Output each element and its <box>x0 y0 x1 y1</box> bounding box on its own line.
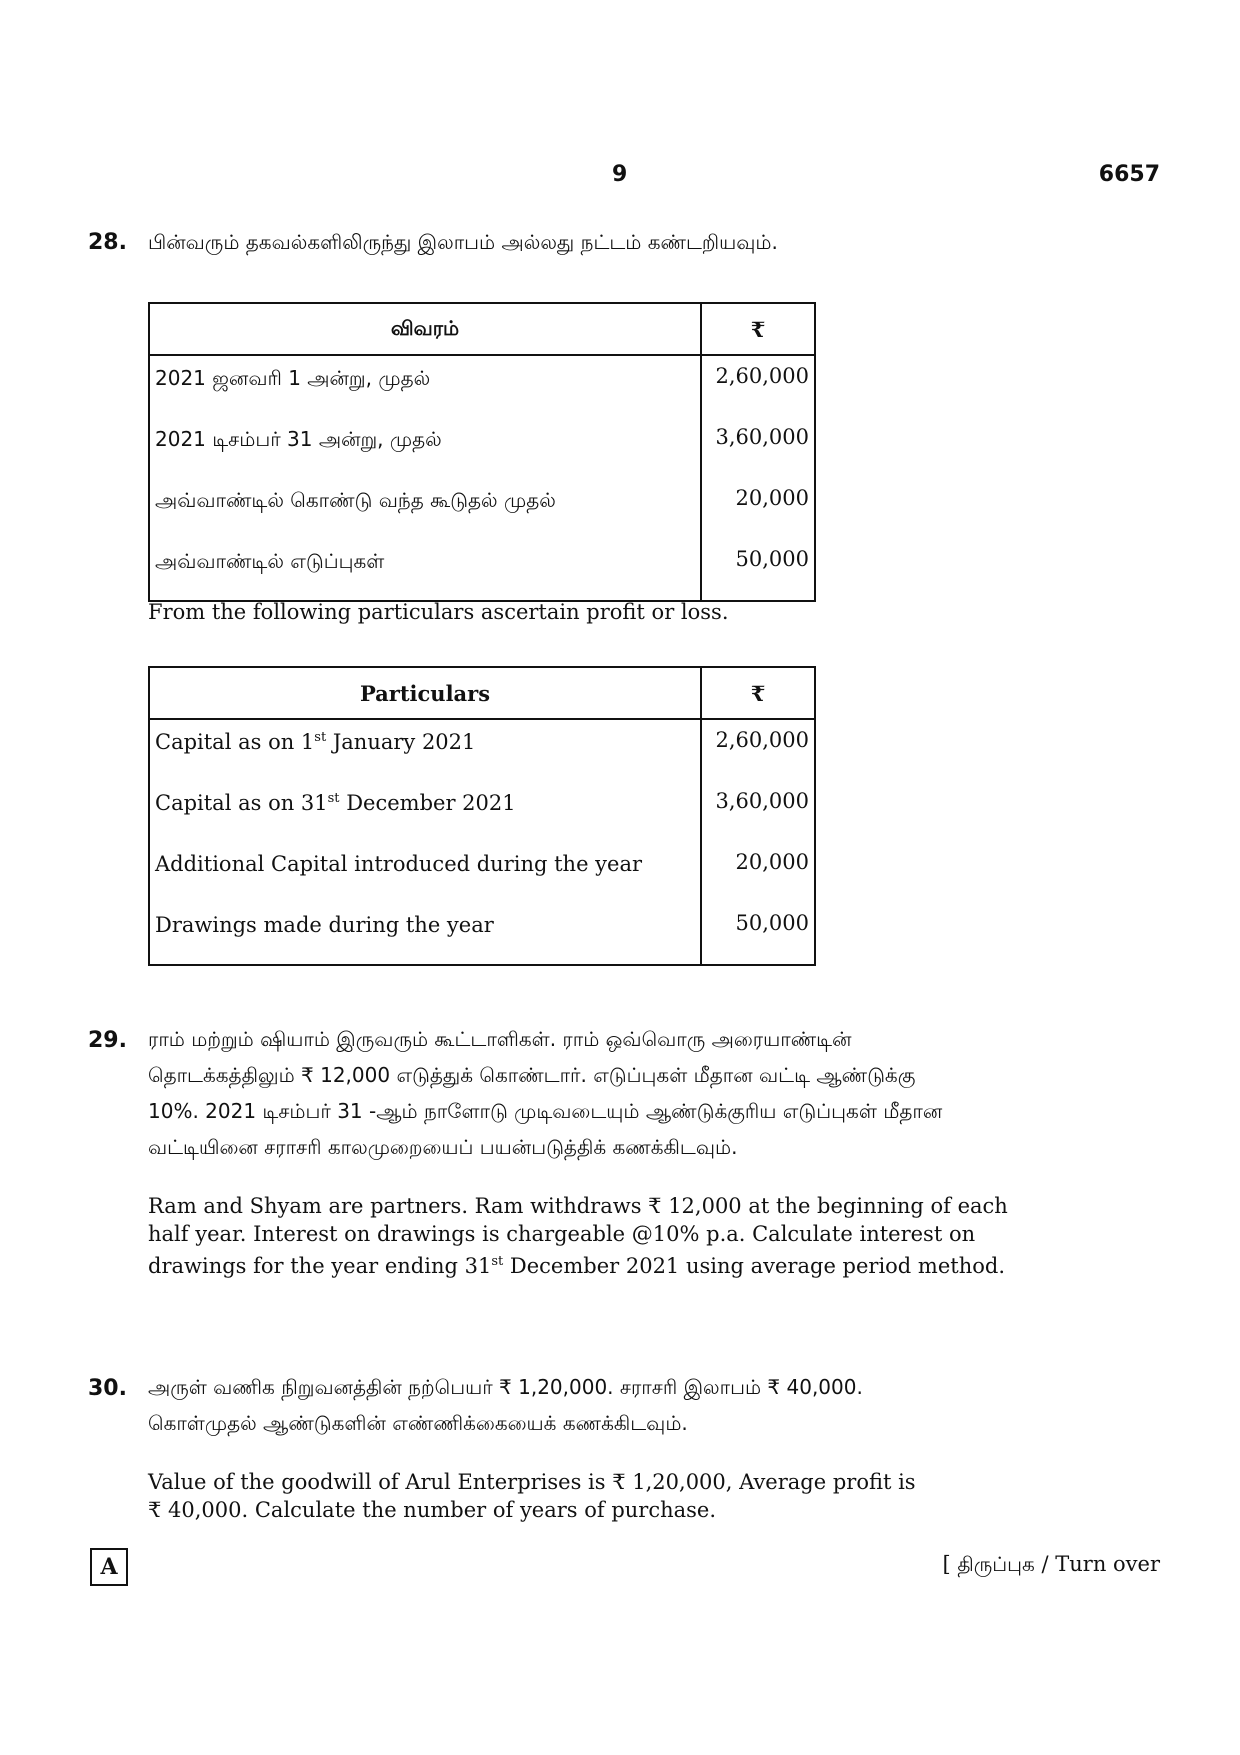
row-amount: 3,60,000 <box>701 417 815 478</box>
tamil-line: ராம் மற்றும் ஷியாம் இருவரும் கூட்டாளிகள். ராம் ஒவ்வொரு அரையாண்டின் <box>148 1027 852 1051</box>
table-row <box>149 903 815 965</box>
question-30-english <box>148 1468 1093 1524</box>
english-line: half year. Interest on drawings is chargeable @10% p.a. Calculate interest on <box>148 1222 976 1246</box>
table-row <box>149 719 815 781</box>
question-30-tamil <box>148 1369 1093 1441</box>
paper-code: 6657 <box>1098 162 1160 187</box>
row-label: 2021 டிசம்பர் 31 அன்று, முதல் <box>149 417 701 478</box>
q28-tamil-table <box>148 302 816 602</box>
tamil-line: அருள் வணிக நிறுவனத்தின் நற்பெயர் ₹ 1,20,000. சராசரி இலாபம் ₹ 40,000. <box>148 1375 863 1399</box>
question-28-number: 28. <box>88 230 127 255</box>
row-label: அவ்வாண்டில் எடுப்புகள் <box>149 539 701 601</box>
question-29-number: 29. <box>88 1028 127 1053</box>
row-amount: 50,000 <box>701 903 815 965</box>
table-row <box>149 539 815 601</box>
english-line: ₹ 40,000. Calculate the number of years of purchase. <box>148 1498 717 1522</box>
row-amount: 2,60,000 <box>701 719 815 781</box>
row-label: அவ்வாண்டில் கொண்டு வந்த கூடுதல் முதல் <box>149 478 701 539</box>
tamil-line: வட்டியினை சராசரி காலமுறையைப் பயன்படுத்திக் கணக்கிடவும். <box>148 1135 738 1159</box>
row-label: Additional Capital introduced during the year <box>149 842 701 903</box>
table-row <box>149 842 815 903</box>
question-29-tamil <box>148 1021 1093 1165</box>
question-28-english-prompt: From the following particulars ascertain profit or loss. <box>148 600 729 624</box>
row-amount: 20,000 <box>701 478 815 539</box>
english-line: Value of the goodwill of Arul Enterprises is ₹ 1,20,000, Average profit is <box>148 1470 916 1494</box>
row-label: Capital as on 1st January 2021 <box>149 719 701 781</box>
row-amount: 20,000 <box>701 842 815 903</box>
tamil-line: கொள்முதல் ஆண்டுகளின் எண்ணிக்கையைக் கணக்கிடவும். <box>148 1411 688 1435</box>
question-30-number: 30. <box>88 1376 127 1401</box>
question-28-tamil-prompt: பின்வரும் தகவல்களிலிருந்து இலாபம் அல்லது நட்டம் கண்டறியவும். <box>148 230 778 254</box>
table-row <box>149 355 815 417</box>
row-amount: 2,60,000 <box>701 355 815 417</box>
table-row <box>149 781 815 842</box>
row-label: Drawings made during the year <box>149 903 701 965</box>
tamil-line: 10%. 2021 டிசம்பர் 31 -ஆம் நாளோடு முடிவடையும் ஆண்டுக்குரிய எடுப்புகள் மீதான <box>148 1099 943 1123</box>
table-row <box>149 417 815 478</box>
series-code-box: A <box>90 1548 128 1586</box>
table-row <box>149 478 815 539</box>
column-header-particulars: Particulars <box>149 667 701 719</box>
row-amount: 50,000 <box>701 539 815 601</box>
q28-english-table <box>148 666 816 966</box>
column-header-currency: ₹ <box>701 667 815 719</box>
english-line: drawings for the year ending 31st December 2021 using average period method. <box>148 1254 1005 1278</box>
english-line: Ram and Shyam are partners. Ram withdraws ₹ 12,000 at the beginning of each <box>148 1194 1008 1218</box>
row-label: Capital as on 31st December 2021 <box>149 781 701 842</box>
page-number: 9 <box>612 162 628 187</box>
tamil-line: தொடக்கத்திலும் ₹ 12,000 எடுத்துக் கொண்டார். எடுப்புகள் மீதான வட்டி ஆண்டுக்கு <box>148 1063 916 1087</box>
turn-over-note: [ திருப்புக / Turn over <box>942 1552 1160 1576</box>
table-header-row <box>149 303 815 355</box>
row-label: 2021 ஜனவரி 1 அன்று, முதல் <box>149 355 701 417</box>
column-header-currency: ₹ <box>701 303 815 355</box>
column-header-particulars: விவரம் <box>149 303 701 355</box>
question-29-english <box>148 1192 1093 1280</box>
table-header-row <box>149 667 815 719</box>
row-amount: 3,60,000 <box>701 781 815 842</box>
